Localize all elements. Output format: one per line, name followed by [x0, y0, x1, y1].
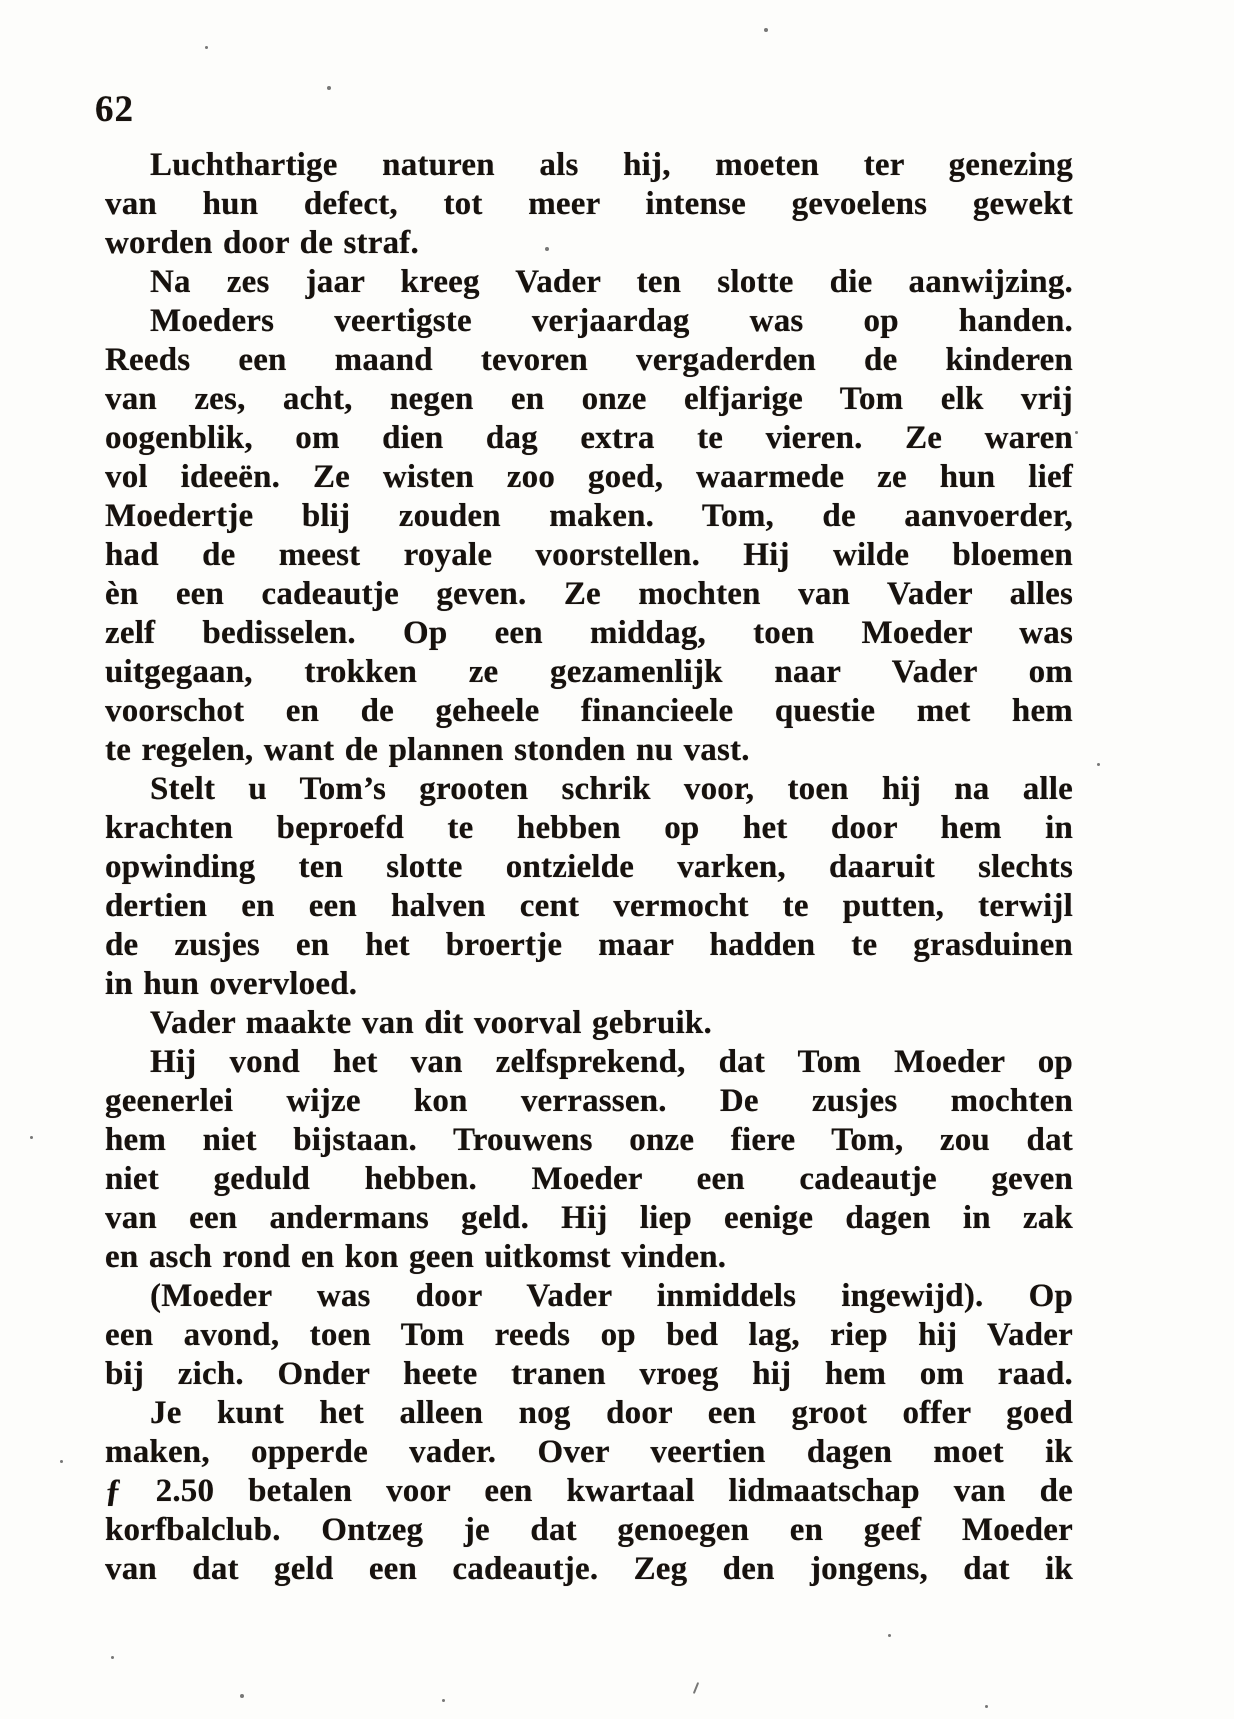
- text-line: Moeders veertigste verjaardag was op handen.: [150, 303, 1073, 339]
- text-line: hem niet bijstaan. Trouwens onze fiere Tom, zou dat: [105, 1122, 1073, 1158]
- page-number: 62: [95, 89, 134, 130]
- scan-speck: [205, 46, 208, 49]
- text-line: Moedertje blij zouden maken. Tom, de aanvoerder,: [105, 498, 1073, 534]
- text-line: vol ideeën. Ze wisten zoo goed, waarmede ze hun lief: [105, 459, 1073, 495]
- paragraph: [105, 263, 1073, 302]
- text-line: in hun overvloed.: [105, 966, 358, 1002]
- text-line: Je kunt het alleen nog door een groot offer goed: [150, 1395, 1073, 1431]
- text-line: zelf bedisselen. Op een middag, toen Moeder was: [105, 615, 1073, 651]
- text-line: van zes, acht, negen en onze elfjarige Tom elk vrij: [105, 381, 1073, 417]
- text-line: korfbalclub. Ontzeg je dat genoegen en geef Moeder: [105, 1512, 1073, 1548]
- text-line: oogenblik, om dien dag extra te vieren. Ze waren: [105, 420, 1073, 456]
- text-line: krachten beproefd te hebben op het door hem in: [105, 810, 1073, 846]
- scan-speck: [111, 1656, 114, 1659]
- text-line: uitgegaan, trokken ze gezamenlijk naar Vader om: [105, 654, 1073, 690]
- scan-speck: [888, 1634, 891, 1637]
- text-line: van hun defect, tot meer intense gevoelens gewekt: [105, 186, 1073, 222]
- text-line: niet geduld hebben. Moeder een cadeautje geven: [105, 1161, 1073, 1197]
- text-line: voorschot en de geheele financieele questie met hem: [105, 693, 1073, 729]
- scan-speck: [1097, 763, 1100, 766]
- scan-speck: [30, 1136, 33, 1139]
- text-line: Reeds een maand tevoren vergaderden de kinderen: [105, 342, 1073, 378]
- paragraph: [105, 1277, 1073, 1394]
- text-block: [105, 146, 1073, 1589]
- scan-speck: [442, 1699, 445, 1702]
- paragraph: [105, 146, 1073, 263]
- text-line: had de meest royale voorstellen. Hij wilde bloemen: [105, 537, 1073, 573]
- text-line: ƒ 2.50 betalen voor een kwartaal lidmaatschap van de: [105, 1473, 1073, 1509]
- paragraph: [105, 1004, 1073, 1043]
- text-line: van een andermans geld. Hij liep eenige dagen in zak: [105, 1200, 1073, 1236]
- paragraph: [105, 770, 1073, 1004]
- text-line: maken, opperde vader. Over veertien dagen moet ik: [105, 1434, 1073, 1470]
- text-line: worden door de straf.: [105, 225, 419, 261]
- scan-speck: [240, 1694, 244, 1698]
- scan-speck: [985, 1705, 988, 1708]
- paragraph: [105, 302, 1073, 770]
- text-line: van dat geld een cadeautje. Zeg den jongens, dat ik: [105, 1551, 1073, 1587]
- text-line: dertien en een halven cent vermocht te putten, terwijl: [105, 888, 1073, 924]
- text-line: Vader maakte van dit voorval gebruik.: [150, 1005, 712, 1041]
- text-line: Stelt u Tom’s grooten schrik voor, toen hij na alle: [150, 771, 1073, 807]
- paragraph: [105, 1043, 1073, 1277]
- text-line: èn een cadeautje geven. Ze mochten van Vader alles: [105, 576, 1073, 612]
- scan-speck: [60, 1460, 63, 1463]
- text-line: Na zes jaar kreeg Vader ten slotte die aanwijzing.: [150, 264, 1073, 300]
- text-line: te regelen, want de plannen stonden nu vast.: [105, 732, 750, 768]
- text-line: (Moeder was door Vader inmiddels ingewijd). Op: [150, 1278, 1073, 1314]
- text-line: Hij vond het van zelfsprekend, dat Tom Moeder op: [150, 1044, 1073, 1080]
- scan-speck: [693, 1682, 699, 1694]
- text-line: geenerlei wijze kon verrassen. De zusjes mochten: [105, 1083, 1073, 1119]
- text-line: de zusjes en het broertje maar hadden te grasduinen: [105, 927, 1073, 963]
- text-line: bij zich. Onder heete tranen vroeg hij hem om raad.: [105, 1356, 1073, 1392]
- scan-speck: [764, 28, 768, 32]
- text-line: opwinding ten slotte ontzielde varken, daaruit slechts: [105, 849, 1073, 885]
- scan-speck: [327, 86, 331, 90]
- text-line: en asch rond en kon geen uitkomst vinden.: [105, 1239, 727, 1275]
- text-line: Luchthartige naturen als hij, moeten ter genezing: [150, 147, 1073, 183]
- scan-speck: [545, 247, 549, 251]
- scan-speck: [1075, 431, 1078, 434]
- text-line: een avond, toen Tom reeds op bed lag, riep hij Vader: [105, 1317, 1073, 1353]
- paragraph: [105, 1394, 1073, 1589]
